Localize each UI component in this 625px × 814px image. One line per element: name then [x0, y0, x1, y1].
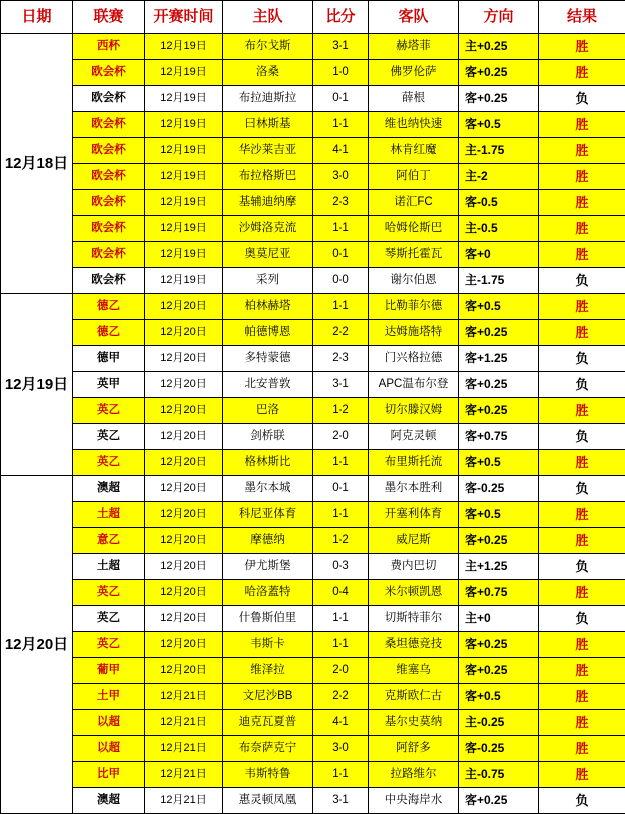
header-home-team: 主队 [223, 1, 313, 34]
score-cell: 3-0 [313, 164, 369, 190]
away-team-cell: 阿舒多 [369, 736, 459, 762]
home-team-cell: 奥莫尼亚 [223, 242, 313, 268]
result-cell: 负 [539, 346, 625, 372]
home-team-cell: 采列 [223, 268, 313, 294]
home-team-cell: 韦斯卡 [223, 632, 313, 658]
result-cell: 胜 [539, 242, 625, 268]
league-cell: 欧会杯 [73, 60, 145, 86]
table-row [1, 60, 625, 86]
away-team-cell: 诺汇FC [369, 190, 459, 216]
table-row [1, 112, 625, 138]
table-row [1, 476, 625, 502]
kickoff-time-cell: 12月19日 [145, 216, 223, 242]
direction-cell: 客+0.25 [459, 320, 539, 346]
result-cell: 负 [539, 268, 625, 294]
score-cell: 0-1 [313, 242, 369, 268]
home-team-cell: 迪克瓦夏普 [223, 710, 313, 736]
home-team-cell: 文尼沙BB [223, 684, 313, 710]
kickoff-time-cell: 12月19日 [145, 112, 223, 138]
league-cell: 欧会杯 [73, 86, 145, 112]
score-cell: 1-2 [313, 398, 369, 424]
score-cell: 3-0 [313, 736, 369, 762]
home-team-cell: 伊尤斯堡 [223, 554, 313, 580]
home-team-cell: 洛桑 [223, 60, 313, 86]
league-cell: 欧会杯 [73, 242, 145, 268]
away-team-cell: 桑坦德竞技 [369, 632, 459, 658]
away-team-cell: 墨尔本胜利 [369, 476, 459, 502]
league-cell: 英甲 [73, 372, 145, 398]
league-cell: 欧会杯 [73, 164, 145, 190]
home-team-cell: 布奈萨克宁 [223, 736, 313, 762]
away-team-cell: 拉路维尔 [369, 762, 459, 788]
header-result: 结果 [539, 1, 625, 34]
away-team-cell: 阿伯丁 [369, 164, 459, 190]
away-team-cell: 布里斯托流 [369, 450, 459, 476]
kickoff-time-cell: 12月19日 [145, 268, 223, 294]
results-table-body [1, 34, 625, 814]
kickoff-time-cell: 12月20日 [145, 450, 223, 476]
league-cell: 以超 [73, 736, 145, 762]
score-cell: 0-0 [313, 268, 369, 294]
league-cell: 欧会杯 [73, 216, 145, 242]
table-row [1, 736, 625, 762]
away-team-cell: 达姆施塔特 [369, 320, 459, 346]
direction-cell: 主-2 [459, 164, 539, 190]
result-cell: 负 [539, 606, 625, 632]
kickoff-time-cell: 12月20日 [145, 502, 223, 528]
kickoff-time-cell: 12月21日 [145, 788, 223, 814]
direction-cell: 主-0.75 [459, 762, 539, 788]
home-team-cell: 什鲁斯伯里 [223, 606, 313, 632]
direction-cell: 客+0.5 [459, 684, 539, 710]
score-cell: 4-1 [313, 138, 369, 164]
league-cell: 土超 [73, 554, 145, 580]
table-row [1, 34, 625, 60]
home-team-cell: 墨尔本城 [223, 476, 313, 502]
kickoff-time-cell: 12月20日 [145, 580, 223, 606]
direction-cell: 主+1.25 [459, 554, 539, 580]
direction-cell: 客+0.25 [459, 372, 539, 398]
result-cell: 胜 [539, 528, 625, 554]
home-team-cell: 维泽拉 [223, 658, 313, 684]
direction-cell: 客-0.25 [459, 476, 539, 502]
direction-cell: 客+0.5 [459, 112, 539, 138]
result-cell: 胜 [539, 736, 625, 762]
result-cell: 胜 [539, 216, 625, 242]
home-team-cell: 沙姆洛克流 [223, 216, 313, 242]
result-cell: 胜 [539, 632, 625, 658]
away-team-cell: 谢尔伯恩 [369, 268, 459, 294]
result-cell: 胜 [539, 398, 625, 424]
league-cell: 土甲 [73, 684, 145, 710]
table-row [1, 450, 625, 476]
kickoff-time-cell: 12月20日 [145, 320, 223, 346]
result-cell: 胜 [539, 164, 625, 190]
away-team-cell: 薛根 [369, 86, 459, 112]
kickoff-time-cell: 12月20日 [145, 294, 223, 320]
home-team-cell: 科尼亚体育 [223, 502, 313, 528]
kickoff-time-cell: 12月21日 [145, 684, 223, 710]
kickoff-time-cell: 12月20日 [145, 424, 223, 450]
kickoff-time-cell: 12月20日 [145, 528, 223, 554]
result-cell: 胜 [539, 450, 625, 476]
direction-cell: 客+0.25 [459, 632, 539, 658]
score-cell: 1-2 [313, 528, 369, 554]
score-cell: 0-3 [313, 554, 369, 580]
table-row [1, 320, 625, 346]
table-row [1, 606, 625, 632]
away-team-cell: 林肯红魔 [369, 138, 459, 164]
league-cell: 土超 [73, 502, 145, 528]
table-row [1, 190, 625, 216]
home-team-cell: 剑桥联 [223, 424, 313, 450]
header-date: 日期 [1, 1, 73, 34]
score-cell: 0-1 [313, 86, 369, 112]
direction-cell: 客+0.5 [459, 502, 539, 528]
result-cell: 胜 [539, 762, 625, 788]
home-team-cell: 华沙莱吉亚 [223, 138, 313, 164]
table-row [1, 372, 625, 398]
league-cell: 欧会杯 [73, 138, 145, 164]
kickoff-time-cell: 12月20日 [145, 398, 223, 424]
table-row [1, 788, 625, 814]
table-row [1, 684, 625, 710]
kickoff-time-cell: 12月19日 [145, 138, 223, 164]
table-row [1, 242, 625, 268]
score-cell: 2-0 [313, 658, 369, 684]
direction-cell: 客-0.5 [459, 190, 539, 216]
score-cell: 1-1 [313, 294, 369, 320]
score-cell: 3-1 [313, 788, 369, 814]
result-cell: 负 [539, 424, 625, 450]
direction-cell: 客+0.5 [459, 450, 539, 476]
away-team-cell: 门兴格拉德 [369, 346, 459, 372]
result-cell: 胜 [539, 190, 625, 216]
date-group-cell: 12月19日 [1, 294, 73, 476]
direction-cell: 客+1.25 [459, 346, 539, 372]
score-cell: 2-0 [313, 424, 369, 450]
result-cell: 胜 [539, 294, 625, 320]
home-team-cell: 布尔戈斯 [223, 34, 313, 60]
league-cell: 比甲 [73, 762, 145, 788]
league-cell: 欧会杯 [73, 190, 145, 216]
kickoff-time-cell: 12月20日 [145, 346, 223, 372]
home-team-cell: 惠灵顿凤凰 [223, 788, 313, 814]
league-cell: 意乙 [73, 528, 145, 554]
score-cell: 1-1 [313, 762, 369, 788]
table-row [1, 710, 625, 736]
direction-cell: 主-1.75 [459, 268, 539, 294]
league-cell: 德乙 [73, 320, 145, 346]
score-cell: 1-1 [313, 450, 369, 476]
away-team-cell: 基尔史莫纳 [369, 710, 459, 736]
away-team-cell: 中央海岸水 [369, 788, 459, 814]
kickoff-time-cell: 12月20日 [145, 632, 223, 658]
score-cell: 3-1 [313, 372, 369, 398]
table-row [1, 528, 625, 554]
table-header-row [1, 1, 625, 34]
direction-cell: 客-0.25 [459, 736, 539, 762]
league-cell: 英乙 [73, 632, 145, 658]
score-cell: 2-2 [313, 684, 369, 710]
table-row [1, 632, 625, 658]
league-cell: 澳超 [73, 788, 145, 814]
score-cell: 1-1 [313, 216, 369, 242]
result-cell: 胜 [539, 320, 625, 346]
result-cell: 胜 [539, 34, 625, 60]
result-cell: 胜 [539, 658, 625, 684]
score-cell: 0-1 [313, 476, 369, 502]
direction-cell: 客+0 [459, 242, 539, 268]
kickoff-time-cell: 12月21日 [145, 710, 223, 736]
kickoff-time-cell: 12月20日 [145, 606, 223, 632]
home-team-cell: 摩德纳 [223, 528, 313, 554]
direction-cell: 客+0.5 [459, 294, 539, 320]
direction-cell: 客+0.75 [459, 424, 539, 450]
home-team-cell: 布拉迪斯拉 [223, 86, 313, 112]
direction-cell: 客+0.25 [459, 528, 539, 554]
date-group-cell: 12月20日 [1, 476, 73, 814]
league-cell: 德甲 [73, 346, 145, 372]
direction-cell: 主-0.5 [459, 216, 539, 242]
kickoff-time-cell: 12月20日 [145, 554, 223, 580]
home-team-cell: 韦斯特鲁 [223, 762, 313, 788]
table-row [1, 138, 625, 164]
table-row [1, 762, 625, 788]
table-row [1, 294, 625, 320]
home-team-cell: 帕德博恩 [223, 320, 313, 346]
table-row [1, 398, 625, 424]
table-row [1, 580, 625, 606]
direction-cell: 主-1.75 [459, 138, 539, 164]
kickoff-time-cell: 12月21日 [145, 762, 223, 788]
score-cell: 2-3 [313, 346, 369, 372]
date-group-cell: 12月18日 [1, 34, 73, 294]
header-away-team: 客队 [369, 1, 459, 34]
direction-cell: 主+0 [459, 606, 539, 632]
kickoff-time-cell: 12月19日 [145, 242, 223, 268]
table-row [1, 424, 625, 450]
direction-cell: 客+0.75 [459, 580, 539, 606]
direction-cell: 客+0.25 [459, 788, 539, 814]
away-team-cell: 米尔顿凯恩 [369, 580, 459, 606]
table-row [1, 86, 625, 112]
away-team-cell: 比勒菲尔德 [369, 294, 459, 320]
direction-cell: 客+0.25 [459, 60, 539, 86]
score-cell: 0-4 [313, 580, 369, 606]
direction-cell: 客+0.25 [459, 658, 539, 684]
score-cell: 1-1 [313, 606, 369, 632]
league-cell: 英乙 [73, 450, 145, 476]
score-cell: 4-1 [313, 710, 369, 736]
result-cell: 胜 [539, 112, 625, 138]
table-row [1, 346, 625, 372]
away-team-cell: 琴斯托霍瓦 [369, 242, 459, 268]
result-cell: 胜 [539, 580, 625, 606]
header-score: 比分 [313, 1, 369, 34]
kickoff-time-cell: 12月20日 [145, 476, 223, 502]
away-team-cell: 切尔滕汉姆 [369, 398, 459, 424]
table-row [1, 268, 625, 294]
direction-cell: 主+0.25 [459, 34, 539, 60]
score-cell: 2-3 [313, 190, 369, 216]
score-cell: 1-1 [313, 112, 369, 138]
away-team-cell: 克斯欧仁古 [369, 684, 459, 710]
league-cell: 以超 [73, 710, 145, 736]
away-team-cell: 维也纳快速 [369, 112, 459, 138]
result-cell: 负 [539, 86, 625, 112]
score-cell: 3-1 [313, 34, 369, 60]
away-team-cell: 赫塔菲 [369, 34, 459, 60]
league-cell: 葡甲 [73, 658, 145, 684]
away-team-cell: 维塞乌 [369, 658, 459, 684]
home-team-cell: 曰林斯基 [223, 112, 313, 138]
header-kickoff-time: 开赛时间 [145, 1, 223, 34]
header-league: 联赛 [73, 1, 145, 34]
away-team-cell: 威尼斯 [369, 528, 459, 554]
table-row [1, 502, 625, 528]
home-team-cell: 巴洛 [223, 398, 313, 424]
table-row [1, 216, 625, 242]
league-cell: 英乙 [73, 606, 145, 632]
result-cell: 胜 [539, 502, 625, 528]
league-cell: 澳超 [73, 476, 145, 502]
header-direction: 方向 [459, 1, 539, 34]
kickoff-time-cell: 12月21日 [145, 736, 223, 762]
home-team-cell: 格林斯比 [223, 450, 313, 476]
kickoff-time-cell: 12月19日 [145, 34, 223, 60]
league-cell: 德乙 [73, 294, 145, 320]
result-cell: 负 [539, 554, 625, 580]
league-cell: 英乙 [73, 424, 145, 450]
kickoff-time-cell: 12月19日 [145, 190, 223, 216]
result-cell: 负 [539, 788, 625, 814]
home-team-cell: 布拉格斯巴 [223, 164, 313, 190]
away-team-cell: 开塞利体育 [369, 502, 459, 528]
result-cell: 胜 [539, 684, 625, 710]
league-cell: 欧会杯 [73, 112, 145, 138]
away-team-cell: 费内巴切 [369, 554, 459, 580]
home-team-cell: 柏林赫塔 [223, 294, 313, 320]
league-cell: 欧会杯 [73, 268, 145, 294]
score-cell: 1-0 [313, 60, 369, 86]
home-team-cell: 基辅迪纳摩 [223, 190, 313, 216]
away-team-cell: 切斯特菲尔 [369, 606, 459, 632]
result-cell: 胜 [539, 60, 625, 86]
result-cell: 负 [539, 476, 625, 502]
away-team-cell: 佛罗伦萨 [369, 60, 459, 86]
result-cell: 负 [539, 372, 625, 398]
score-cell: 1-1 [313, 502, 369, 528]
league-cell: 英乙 [73, 398, 145, 424]
league-cell: 西杯 [73, 34, 145, 60]
away-team-cell: 阿克灵顿 [369, 424, 459, 450]
home-team-cell: 哈洛蓋特 [223, 580, 313, 606]
score-cell: 2-2 [313, 320, 369, 346]
away-team-cell: 哈姆伦斯巴 [369, 216, 459, 242]
home-team-cell: 多特蒙德 [223, 346, 313, 372]
direction-cell: 主-0.25 [459, 710, 539, 736]
home-team-cell: 北安普敦 [223, 372, 313, 398]
score-cell: 1-1 [313, 632, 369, 658]
kickoff-time-cell: 12月19日 [145, 164, 223, 190]
table-row [1, 164, 625, 190]
away-team-cell: APC温布尔登 [369, 372, 459, 398]
direction-cell: 客+0.25 [459, 398, 539, 424]
result-cell: 胜 [539, 138, 625, 164]
result-cell: 胜 [539, 710, 625, 736]
kickoff-time-cell: 12月19日 [145, 60, 223, 86]
kickoff-time-cell: 12月20日 [145, 658, 223, 684]
league-cell: 英乙 [73, 580, 145, 606]
table-row [1, 554, 625, 580]
kickoff-time-cell: 12月19日 [145, 86, 223, 112]
kickoff-time-cell: 12月20日 [145, 372, 223, 398]
table-row [1, 658, 625, 684]
direction-cell: 客+0.25 [459, 86, 539, 112]
